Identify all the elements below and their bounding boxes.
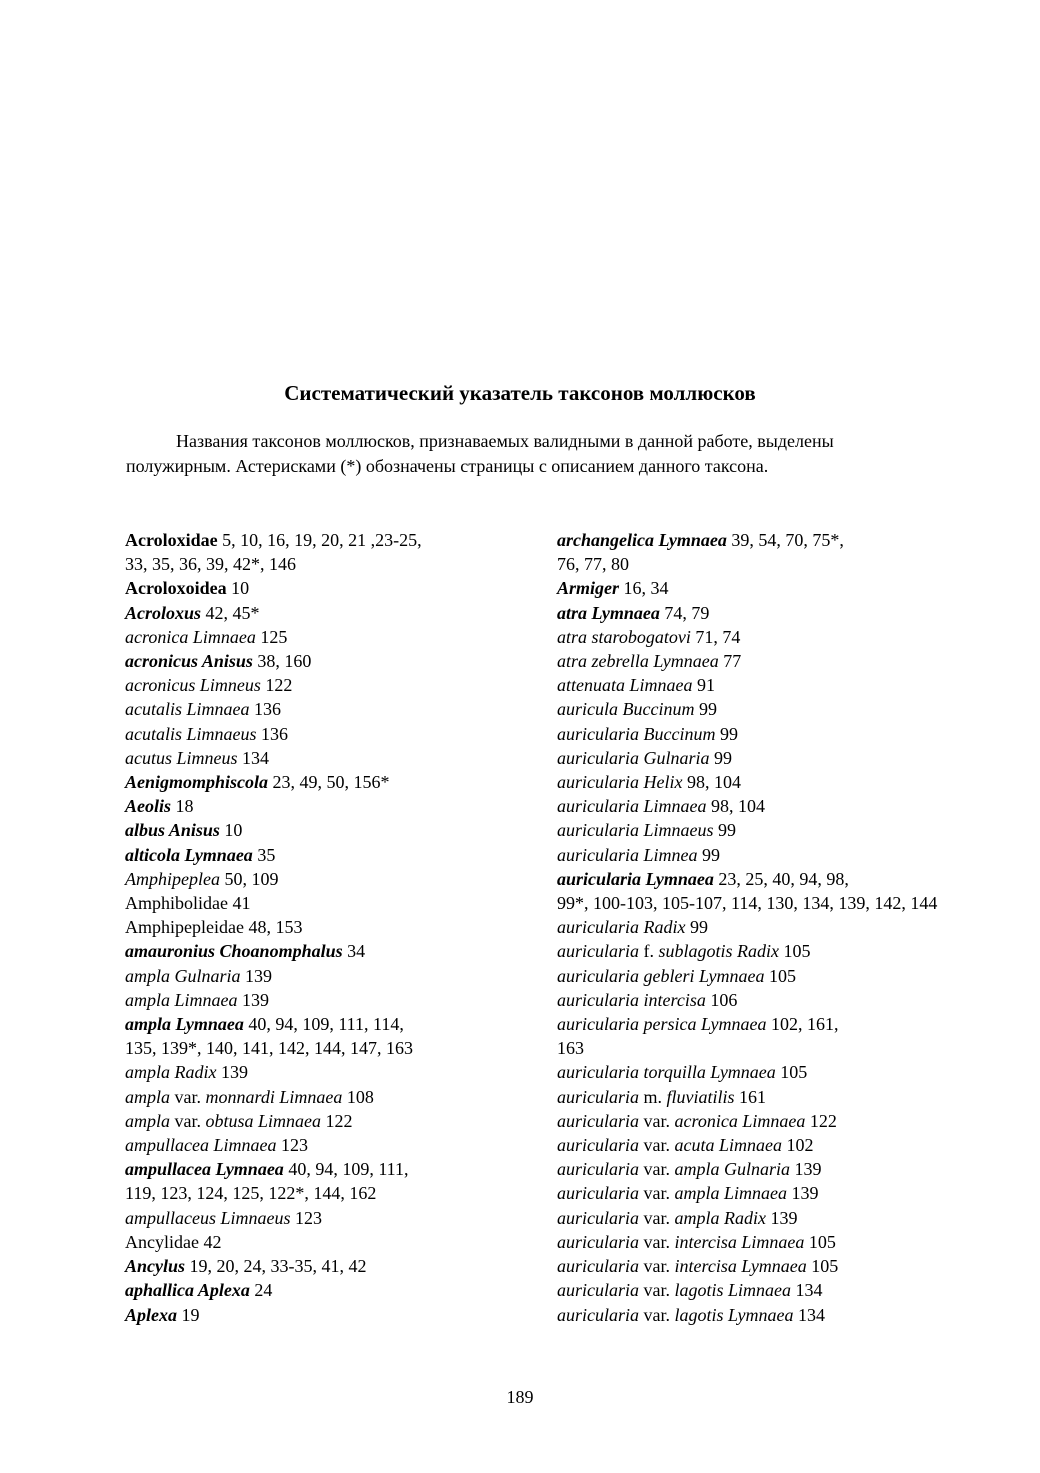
index-entry [125,818,525,842]
taxon-name: ampla Radix [674,1207,767,1228]
entry-text: 136 [249,699,281,720]
taxon-name: acutalis Limnaea [125,699,250,720]
index-entry [125,1278,525,1302]
taxon-name: Acroloxus [125,602,202,623]
taxon-name: atra zebrella Lymnaea [557,651,719,672]
entry-text: 10 [226,578,250,599]
taxon-name: alticola Lymnaea [125,844,253,865]
index-entry [557,1157,957,1181]
entry-text: var. [639,1183,675,1204]
entry-text: 40, 94, 109, 111, [283,1159,409,1180]
index-entry [557,1206,957,1230]
taxon-name: ampla Limnaea [674,1183,788,1204]
taxon-name: aphallica Aplexa [125,1280,250,1301]
entry-continuation: 33, 35, 36, 39, 42*, 146 [125,554,296,575]
entry-text: var. [639,1159,675,1180]
taxon-name: auricularia Limnaea [557,796,707,817]
index-entry [125,1303,525,1327]
entry-text: var. [170,1110,206,1131]
entry-text: f. [639,941,659,962]
taxon-name: intercisa Lymnaea [674,1256,807,1277]
index-entry [125,891,525,915]
index-entry [557,988,957,1012]
entry-text: 139 [237,989,269,1010]
entry-text: 10 [219,820,243,841]
index-entry [557,625,957,649]
taxon-name: ampullacea Lymnaea [125,1159,284,1180]
entry-continuation: 135, 139*, 140, 141, 142, 144, 147, 163 [125,1038,413,1059]
taxon-name: ampla Radix [125,1062,217,1083]
entry-text: 91 [692,675,715,696]
index-entry [125,625,525,649]
index-entry [557,1085,957,1109]
taxon-name: auricularia [557,1304,640,1325]
entry-text: 122 [260,675,293,696]
index-entry [557,818,957,842]
taxon-name: Aenigmomphiscola [125,772,269,793]
entry-text: 35 [252,844,276,865]
entry-text: 39, 54, 70, 75*, [726,530,844,550]
taxon-name: Aeolis [125,796,172,817]
entry-text: 105 [775,1062,808,1083]
index-entry [125,843,525,867]
index-entry [557,939,957,963]
entry-text: 134 [793,1304,825,1325]
entry-text: Ancylidae 42 [125,1231,222,1252]
taxon-name: obtusa Limnaea [205,1110,322,1131]
entry-text: 105 [764,965,796,986]
index-entry [557,1109,957,1133]
entry-continuation: 163 [557,1038,584,1059]
index-entry [557,1012,957,1060]
taxon-name: ampla Gulnaria [125,965,241,986]
taxon-name: acuta Limnaea [674,1135,783,1156]
taxon-name: auricularia [557,1135,640,1156]
taxon-name: auricularia Gulnaria [557,747,710,768]
entry-text: var. [639,1304,675,1325]
index-entry [557,1060,957,1084]
taxon-name: Amphipeplea [125,868,220,889]
entry-text: 74, 79 [659,602,710,623]
index-entry [125,601,525,625]
taxon-name: ampla [125,1086,170,1107]
index-entry [557,1278,957,1302]
entry-text: 98, 104 [706,796,766,817]
taxon-name: amauronius Choanomphalus [125,941,343,962]
entry-text: 123 [290,1207,322,1228]
taxon-name: auricularia [557,1280,640,1301]
entry-text: 139 [216,1062,248,1083]
taxon-name: ampla Limnaea [125,989,238,1010]
taxon-name: Ancylus [125,1256,186,1277]
taxon-name: acronicus Limneus [125,675,261,696]
entry-text: 102 [782,1135,814,1156]
entry-text: 108 [342,1086,374,1107]
entry-text: 42, 45* [201,602,260,623]
entry-text: 77 [718,651,742,672]
entry-text: 23, 49, 50, 156* [268,772,390,793]
entry-text: 136 [256,723,289,744]
taxon-name: auricularia [557,1110,640,1131]
entry-text: var. [639,1135,675,1156]
taxon-name: auricularia [557,1159,640,1180]
taxon-name: auricularia Helix [557,772,683,793]
index-entry [557,673,957,697]
entry-continuation: 119, 123, 124, 125, 122*, 144, 162 [125,1183,377,1204]
entry-text: 139 [787,1183,819,1204]
index-entry [125,964,525,988]
entry-text: 105 [806,1256,839,1277]
entry-text: 106 [705,989,738,1010]
index-entry [125,1157,525,1205]
taxon-name: ampla [125,1110,170,1131]
index-entry [125,939,525,963]
entry-text: var. [639,1110,675,1131]
index-entry [125,915,525,939]
taxon-name: fluviatilis [666,1086,735,1107]
index-entry [125,867,525,891]
entry-text: 139 [766,1207,798,1228]
taxon-name: intercisa Limnaea [674,1231,805,1252]
taxon-name: atra starobogatovi [557,626,691,647]
entry-continuation: 76, 77, 80 [557,554,629,575]
entry-continuation: 99*, 100-103, 105-107, 114, 130, 134, 139, 142, 144 [557,893,938,914]
index-entry [557,843,957,867]
taxon-name: auricularia [557,1231,640,1252]
taxon-name: auricularia [557,1086,640,1107]
entry-text: 99 [713,820,737,841]
taxon-name: Acroloxoidea [125,578,227,599]
taxon-name: archangelica Lymnaea [557,530,727,550]
index-entry [125,770,525,794]
entry-text: var. [639,1231,675,1252]
index-entry [125,1206,525,1230]
index-entry [557,746,957,770]
index-column-left [125,528,525,1327]
entry-text: 98, 104 [682,772,741,793]
entry-text: var. [639,1207,675,1228]
taxon-name: ampla Lymnaea [125,1014,244,1035]
entry-text: 99 [709,747,733,768]
index-entry [557,649,957,673]
entry-text: 105 [804,1231,836,1252]
index-entry [125,649,525,673]
entry-text: 50, 109 [219,868,279,889]
entry-text: 38, 160 [252,651,312,672]
index-entry [557,770,957,794]
taxon-name: auricularia [557,1207,640,1228]
entry-text: 134 [237,747,269,768]
index-entry [125,673,525,697]
taxon-name: auricularia [557,1256,640,1277]
index-entry [557,1181,957,1205]
entry-text: 99 [685,917,708,938]
entry-text: var. [170,1086,206,1107]
index-entry [125,794,525,818]
taxon-name: acutalis Limnaeus [125,723,257,744]
taxon-name: auricularia intercisa [557,989,706,1010]
entry-text: var. [639,1256,675,1277]
entry-text: 71, 74 [690,626,741,647]
entry-text: 102, 161, [766,1014,839,1035]
index-entry [557,601,957,625]
entry-text: m. [639,1086,667,1107]
entry-text: 5, 10, 16, 19, 20, 21 ,23-25, [217,530,422,550]
taxon-name: ampullacea Limnaea [125,1135,277,1156]
taxon-name: lagotis Lymnaea [674,1304,794,1325]
taxon-name: ampla Gulnaria [674,1159,791,1180]
index-entry [125,722,525,746]
entry-text: var. [639,1280,675,1301]
taxon-name: monnardi Limnaea [205,1086,343,1107]
taxon-name: acronicus Anisus [125,651,253,672]
index-entry [557,528,957,576]
index-entry [557,1303,957,1327]
index-entry [557,697,957,721]
index-entry [125,1230,525,1254]
index-entry [125,988,525,1012]
index-entry [557,1133,957,1157]
taxon-name: auricularia [557,1183,640,1204]
entry-text: 161 [734,1086,767,1107]
entry-text: Amphibolidae 41 [125,893,251,914]
taxon-name: ampullaceus Limnaeus [125,1207,291,1228]
entry-text: 99 [715,723,738,744]
index-entry [125,697,525,721]
entry-text: 125 [255,626,288,647]
taxon-name: Acroloxidae [125,530,218,550]
index-entry [557,867,957,915]
entry-text: 99 [697,844,721,865]
index-entry [557,915,957,939]
taxon-name: auricularia gebleri Lymnaea [557,965,765,986]
entry-text: 139 [790,1159,822,1180]
entry-text: 105 [779,941,811,962]
entry-text: 122 [805,1110,837,1131]
taxon-name: atra Lymnaea [557,602,660,623]
index-entry [557,1254,957,1278]
entry-text: 34 [342,941,366,962]
index-entry [557,1230,957,1254]
index-entry [125,746,525,770]
entry-text: 134 [791,1280,823,1301]
taxon-name: auricularia Lymnaea [557,868,714,889]
entry-text: Amphipepleidae 48, 153 [125,917,303,938]
index-entry [557,722,957,746]
taxon-name: attenuata Limnaea [557,675,693,696]
taxon-name: acronica Limnaea [674,1110,806,1131]
index-entry [557,964,957,988]
taxon-name: Armiger [557,578,620,599]
taxon-name: auricularia Buccinum [557,723,716,744]
taxon-name: acutus Limneus [125,747,238,768]
entry-text: 139 [240,965,273,986]
index-entry [125,528,525,576]
index-entry [125,1133,525,1157]
intro-paragraph: Названия таксонов моллюсков, признаваемых валидными в данной работе, выделены полужирным. Астерисками (*) обозначены страницы с описанием данного таксона. [126,431,834,476]
entry-text: 122 [321,1110,353,1131]
taxon-name: sublagotis Radix [658,941,780,962]
taxon-name: auricularia persica Lymnaea [557,1014,767,1035]
taxon-name: auricularia torquilla Lymnaea [557,1062,776,1083]
entry-text: 24 [249,1280,273,1301]
page-number: 189 [506,1387,534,1407]
entry-text: 16, 34 [619,578,669,599]
entry-text: 19, 20, 24, 33-35, 41, 42 [185,1256,367,1277]
taxon-name: auricularia Limnaeus [557,820,714,841]
entry-text: 18 [171,796,194,817]
entry-text: 99 [694,699,717,720]
index-entry [125,1060,525,1084]
index-column-right [557,528,957,1327]
taxon-name: auricularia Radix [557,917,686,938]
taxon-name: Aplexa [125,1304,177,1325]
entry-text: 19 [177,1304,200,1325]
index-entry [125,1012,525,1060]
taxon-name: lagotis Limnaea [674,1280,792,1301]
page-title: Систематический указатель таксонов моллюсков [284,381,756,405]
index-entry [125,1109,525,1133]
entry-text: 40, 94, 109, 111, 114, [243,1014,404,1035]
taxon-name: auricularia [557,941,640,962]
entry-text: 123 [276,1135,308,1156]
taxon-name: albus Anisus [125,820,220,841]
index-entry [557,576,957,600]
index-entry [125,1254,525,1278]
taxon-name: acronica Limnaea [125,626,256,647]
taxon-name: auricularia Limnea [557,844,698,865]
taxon-name: auricula Buccinum [557,699,695,720]
index-entry [557,794,957,818]
entry-text: 23, 25, 40, 94, 98, [713,868,849,889]
index-entry [125,1085,525,1109]
index-entry [125,576,525,600]
